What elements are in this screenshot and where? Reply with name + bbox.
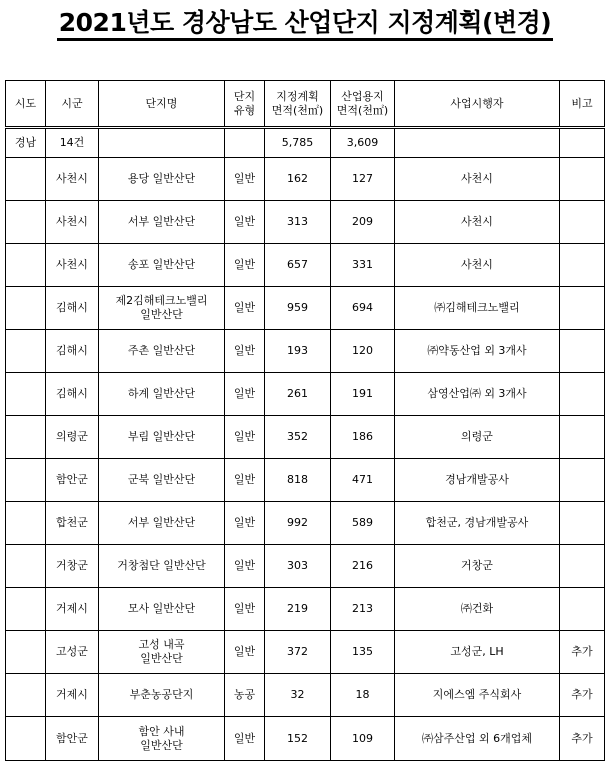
table-row: [6, 631, 605, 674]
cell-name-line1: 하계 일반산단: [127, 387, 196, 400]
cell-name: [99, 244, 225, 287]
cell-sido: [6, 674, 46, 717]
cell-sigun: 김해시: [46, 287, 99, 330]
cell-note: [560, 416, 605, 459]
table-row: [6, 416, 605, 459]
cell-note: 추가: [560, 717, 605, 761]
cell-operator: 사천시: [395, 201, 560, 244]
cell-operator: ㈜삼주산업 외 6개업체: [395, 717, 560, 761]
cell-sido: [6, 244, 46, 287]
cell-plan-area: 303: [265, 545, 331, 588]
cell-sido: [6, 287, 46, 330]
cell-plan-area: 313: [265, 201, 331, 244]
cell-name-line1: 용당 일반산단: [127, 172, 196, 185]
cell-sigun: 사천시: [46, 244, 99, 287]
cell-industrial-area: 694: [331, 287, 395, 330]
cell-operator: 사천시: [395, 244, 560, 287]
cell-name: [99, 201, 225, 244]
cell-name: [99, 502, 225, 545]
header-ind-line1: 산업용지: [341, 89, 384, 103]
cell-type: 일반: [225, 631, 265, 674]
cell-name: [99, 416, 225, 459]
header-type-line1: 단지: [233, 89, 256, 103]
table-row: [6, 158, 605, 201]
cell-name: [99, 459, 225, 502]
cell-name-line1: 주촌 일반산단: [127, 344, 196, 357]
cell-plan-area: 959: [265, 287, 331, 330]
summary-count: 14건: [46, 128, 99, 158]
cell-operator: 고성군, LH: [395, 631, 560, 674]
header-operator: 사업시행자: [395, 81, 560, 128]
cell-sido: [6, 158, 46, 201]
cell-operator: ㈜김해테크노밸리: [395, 287, 560, 330]
summary-empty-operator: [395, 128, 560, 158]
cell-sido: [6, 373, 46, 416]
table-row: [6, 459, 605, 502]
cell-sigun: 합천군: [46, 502, 99, 545]
cell-type: 일반: [225, 717, 265, 761]
cell-type: 일반: [225, 545, 265, 588]
cell-industrial-area: 331: [331, 244, 395, 287]
cell-type: 일반: [225, 502, 265, 545]
cell-plan-area: 162: [265, 158, 331, 201]
cell-sigun: 김해시: [46, 373, 99, 416]
cell-operator: 지에스엠 주식회사: [395, 674, 560, 717]
cell-name-line1: 함안 사내: [138, 724, 185, 738]
cell-name: [99, 674, 225, 717]
cell-plan-area: 657: [265, 244, 331, 287]
cell-note: [560, 545, 605, 588]
page-title-text: 2021년도 경상남도 산업단지 지정계획(변경): [57, 8, 553, 41]
cell-plan-area: 219: [265, 588, 331, 631]
cell-sigun: 함안군: [46, 459, 99, 502]
cell-name-line2: 일반산단: [140, 738, 183, 752]
cell-note: [560, 373, 605, 416]
cell-type: 일반: [225, 416, 265, 459]
header-type: [225, 81, 265, 128]
cell-industrial-area: 213: [331, 588, 395, 631]
cell-industrial-area: 589: [331, 502, 395, 545]
cell-name: [99, 373, 225, 416]
cell-sigun: 거창군: [46, 545, 99, 588]
cell-name-line1: 고성 내곡: [138, 638, 185, 651]
cell-note: [560, 588, 605, 631]
table-row: [6, 201, 605, 244]
cell-plan-area: 992: [265, 502, 331, 545]
cell-operator: 삼영산업㈜ 외 3개사: [395, 373, 560, 416]
cell-note: 추가: [560, 674, 605, 717]
cell-type: 일반: [225, 158, 265, 201]
cell-industrial-area: 18: [331, 674, 395, 717]
header-plan-line2: 면적(천㎡): [271, 103, 324, 117]
cell-note: [560, 459, 605, 502]
cell-name-line1: 모사 일반산단: [127, 602, 196, 615]
cell-industrial-area: 127: [331, 158, 395, 201]
cell-industrial-area: 209: [331, 201, 395, 244]
cell-name-line1: 서부 일반산단: [127, 215, 196, 228]
cell-plan-area: 818: [265, 459, 331, 502]
cell-name: [99, 631, 225, 674]
cell-sido: [6, 201, 46, 244]
cell-name-line1: 송포 일반산단: [127, 258, 196, 271]
cell-name: [99, 717, 225, 761]
summary-empty-name: [99, 128, 225, 158]
cell-name-line1: 부림 일반산단: [127, 430, 196, 443]
table-row: [6, 502, 605, 545]
cell-industrial-area: 216: [331, 545, 395, 588]
cell-type: 농공: [225, 674, 265, 717]
cell-type: 일반: [225, 287, 265, 330]
cell-industrial-area: 135: [331, 631, 395, 674]
header-plan-area: [265, 81, 331, 128]
summary-row: [6, 128, 605, 158]
cell-industrial-area: 191: [331, 373, 395, 416]
industrial-complex-table: [5, 80, 605, 761]
header-industrial-area: [331, 81, 395, 128]
cell-plan-area: 261: [265, 373, 331, 416]
cell-sigun: 거제시: [46, 674, 99, 717]
cell-operator: 의령군: [395, 416, 560, 459]
table-row: [6, 717, 605, 761]
cell-name: [99, 287, 225, 330]
cell-sido: [6, 717, 46, 761]
summary-plan-area: 5,785: [265, 128, 331, 158]
cell-sido: [6, 588, 46, 631]
cell-operator: ㈜건화: [395, 588, 560, 631]
cell-type: 일반: [225, 373, 265, 416]
cell-operator: 거창군: [395, 545, 560, 588]
cell-type: 일반: [225, 330, 265, 373]
cell-note: [560, 287, 605, 330]
cell-plan-area: 32: [265, 674, 331, 717]
cell-name-line1: 군북 일반산단: [127, 473, 196, 486]
cell-sigun: 사천시: [46, 158, 99, 201]
cell-plan-area: 152: [265, 717, 331, 761]
cell-type: 일반: [225, 588, 265, 631]
cell-sigun: 거제시: [46, 588, 99, 631]
cell-name: [99, 330, 225, 373]
cell-plan-area: 372: [265, 631, 331, 674]
cell-name-line2: 일반산단: [140, 308, 183, 321]
table-row: [6, 373, 605, 416]
cell-sido: [6, 502, 46, 545]
cell-sido: [6, 545, 46, 588]
cell-type: 일반: [225, 244, 265, 287]
cell-plan-area: 193: [265, 330, 331, 373]
cell-sigun: 김해시: [46, 330, 99, 373]
summary-empty-note: [560, 128, 605, 158]
cell-note: [560, 201, 605, 244]
cell-note: 추가: [560, 631, 605, 674]
cell-sido: [6, 330, 46, 373]
cell-sigun: 고성군: [46, 631, 99, 674]
summary-empty-type: [225, 128, 265, 158]
header-plan-line1: 지정계획: [276, 89, 319, 103]
cell-sido: [6, 416, 46, 459]
table-row: [6, 545, 605, 588]
cell-sigun: 의령군: [46, 416, 99, 459]
cell-name: [99, 545, 225, 588]
cell-sigun: 함안군: [46, 717, 99, 761]
summary-industrial-area: 3,609: [331, 128, 395, 158]
cell-note: [560, 502, 605, 545]
header-ind-line2: 면적(천㎡): [336, 103, 389, 117]
cell-operator: ㈜약동산업 외 3개사: [395, 330, 560, 373]
cell-sigun: 사천시: [46, 201, 99, 244]
cell-industrial-area: 109: [331, 717, 395, 761]
cell-plan-area: 352: [265, 416, 331, 459]
header-type-line2: 유형: [233, 103, 256, 117]
cell-sido: [6, 459, 46, 502]
table-row: [6, 244, 605, 287]
cell-note: [560, 330, 605, 373]
cell-type: 일반: [225, 459, 265, 502]
cell-name-line1: 부춘농공단지: [129, 688, 194, 701]
cell-industrial-area: 471: [331, 459, 395, 502]
cell-name-line2: 일반산단: [140, 652, 183, 665]
header-name: 단지명: [99, 81, 225, 128]
cell-note: [560, 158, 605, 201]
cell-type: 일반: [225, 201, 265, 244]
cell-note: [560, 244, 605, 287]
cell-name: [99, 158, 225, 201]
summary-sido: 경남: [6, 128, 46, 158]
header-sido: 시도: [6, 81, 46, 128]
cell-name-line1: 제2김해테크노밸리: [115, 294, 208, 307]
table-row: [6, 330, 605, 373]
header-note: 비고: [560, 81, 605, 128]
cell-name-line1: 서부 일반산단: [127, 516, 196, 529]
table-row: [6, 674, 605, 717]
cell-industrial-area: 186: [331, 416, 395, 459]
cell-operator: 사천시: [395, 158, 560, 201]
page-title: [0, 4, 610, 42]
cell-name-line1: 거창첨단 일반산단: [117, 559, 206, 572]
cell-sido: [6, 631, 46, 674]
table-row: [6, 287, 605, 330]
cell-name: [99, 588, 225, 631]
header-sigun: 시군: [46, 81, 99, 128]
header-row: [6, 81, 605, 128]
cell-operator: 경남개발공사: [395, 459, 560, 502]
table-row: [6, 588, 605, 631]
cell-operator: 합천군, 경남개발공사: [395, 502, 560, 545]
cell-industrial-area: 120: [331, 330, 395, 373]
